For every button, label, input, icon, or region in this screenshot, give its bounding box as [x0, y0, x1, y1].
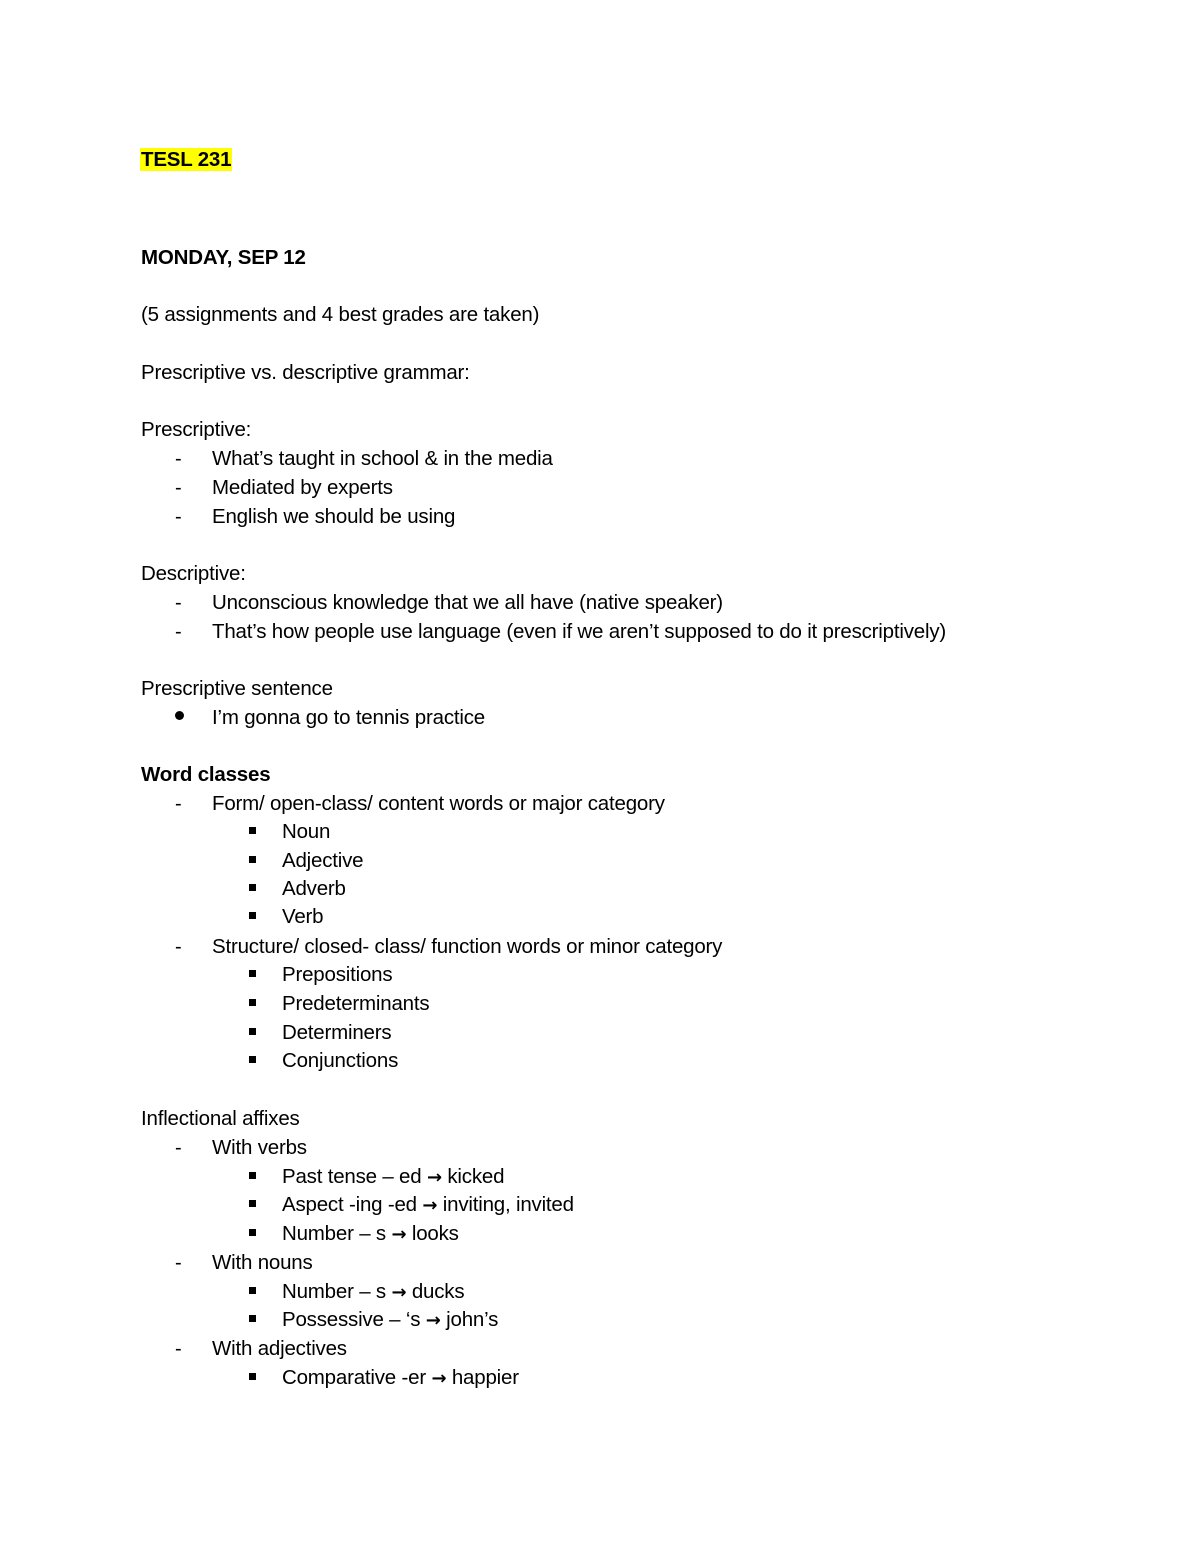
affix-form: Possessive – ‘s — [282, 1308, 421, 1331]
square-bullet-icon — [249, 999, 256, 1006]
inflectional-heading: Inflectional affixes — [141, 1107, 300, 1130]
square-bullet-icon — [249, 1056, 256, 1063]
prescriptive-sentence-heading: Prescriptive sentence — [141, 677, 333, 700]
right-arrow-icon: → — [422, 1195, 438, 1216]
dash-bullet-icon: - — [175, 1338, 182, 1360]
affix-example: looks — [411, 1222, 459, 1245]
document-title-text: TESL 231 — [141, 148, 232, 171]
word-class-item: Noun — [282, 820, 331, 843]
right-arrow-icon: → — [425, 1310, 441, 1331]
affix-example: john’s — [446, 1308, 499, 1331]
document-title — [140, 146, 232, 174]
inflectional-item — [282, 1306, 498, 1335]
square-bullet-icon — [249, 1287, 256, 1294]
prescriptive-item: Mediated by experts — [212, 476, 393, 499]
square-bullet-icon — [249, 1229, 256, 1236]
affix-form: Past tense – ed — [282, 1165, 422, 1188]
dash-bullet-icon: - — [175, 1252, 182, 1274]
affix-example: ducks — [411, 1280, 465, 1303]
word-class-group-label: Structure/ closed- class/ function words or minor category — [212, 935, 723, 958]
inflectional-item — [282, 1163, 504, 1192]
square-bullet-icon — [249, 856, 256, 863]
descriptive-item: That’s how people use language (even if we aren’t supposed to do it prescriptively) — [212, 620, 946, 643]
word-classes-heading: Word classes — [141, 763, 271, 786]
prescriptive-item: What’s taught in school & in the media — [212, 447, 553, 470]
topic-heading: Prescriptive vs. descriptive grammar: — [141, 361, 470, 384]
square-bullet-icon — [249, 1373, 256, 1380]
affix-form: Comparative -er — [282, 1366, 426, 1389]
prescriptive-heading: Prescriptive: — [141, 418, 252, 441]
inflectional-group-label: With nouns — [212, 1251, 313, 1274]
word-class-item: Predeterminants — [282, 992, 430, 1015]
square-bullet-icon — [249, 884, 256, 891]
word-class-item: Prepositions — [282, 963, 393, 986]
round-bullet-icon — [175, 711, 184, 720]
affix-form: Aspect -ing -ed — [282, 1193, 417, 1216]
grading-note: (5 assignments and 4 best grades are taken) — [141, 303, 540, 326]
dash-bullet-icon: - — [175, 448, 182, 470]
word-class-item: Conjunctions — [282, 1049, 399, 1072]
inflectional-item — [282, 1364, 519, 1393]
word-class-item: Adverb — [282, 877, 346, 900]
word-class-item: Adjective — [282, 849, 364, 872]
dash-bullet-icon: - — [175, 793, 182, 815]
right-arrow-icon: → — [391, 1282, 407, 1303]
descriptive-item: Unconscious knowledge that we all have (native speaker) — [212, 591, 723, 614]
dash-bullet-icon: - — [175, 1137, 182, 1159]
inflectional-item — [282, 1191, 574, 1220]
inflectional-item — [282, 1278, 464, 1307]
square-bullet-icon — [249, 1028, 256, 1035]
affix-form: Number – s — [282, 1222, 386, 1245]
prescriptive-item: English we should be using — [212, 505, 456, 528]
dash-bullet-icon: - — [175, 621, 182, 643]
inflectional-group-label: With verbs — [212, 1136, 307, 1159]
affix-form: Number – s — [282, 1280, 386, 1303]
word-class-item: Determiners — [282, 1021, 392, 1044]
affix-example: happier — [451, 1366, 519, 1389]
square-bullet-icon — [249, 827, 256, 834]
word-class-item: Verb — [282, 905, 324, 928]
dash-bullet-icon: - — [175, 592, 182, 614]
descriptive-heading: Descriptive: — [141, 562, 246, 585]
right-arrow-icon: → — [426, 1167, 442, 1188]
affix-example: kicked — [447, 1165, 505, 1188]
word-class-group-label: Form/ open-class/ content words or major category — [212, 792, 665, 815]
inflectional-group-label: With adjectives — [212, 1337, 347, 1360]
square-bullet-icon — [249, 1172, 256, 1179]
inflectional-item — [282, 1220, 459, 1249]
right-arrow-icon: → — [431, 1368, 447, 1389]
square-bullet-icon — [249, 912, 256, 919]
prescriptive-sentence-item: I’m gonna go to tennis practice — [212, 706, 485, 729]
affix-example: inviting, invited — [442, 1193, 574, 1216]
square-bullet-icon — [249, 1315, 256, 1322]
date-heading: MONDAY, SEP 12 — [141, 246, 306, 269]
square-bullet-icon — [249, 970, 256, 977]
dash-bullet-icon: - — [175, 506, 182, 528]
right-arrow-icon: → — [391, 1224, 407, 1245]
dash-bullet-icon: - — [175, 936, 182, 958]
square-bullet-icon — [249, 1200, 256, 1207]
dash-bullet-icon: - — [175, 477, 182, 499]
